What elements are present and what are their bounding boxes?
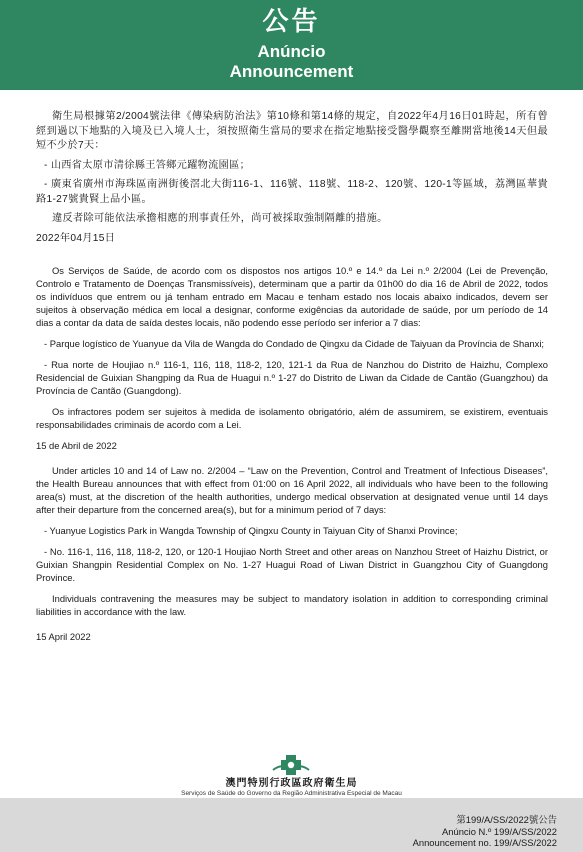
title-pt: Anúncio [257,42,326,61]
title-zh: 公告 [262,6,321,36]
zh-warning-paragraph: 違反者除可能依法承擔相應的刑事責任外，尚可被採取強制隔離的措施。 [52,213,388,224]
en-location-item-2: - No. 116-1, 116, 118, 118-2, 120, or 120-1 Houjiao North Street and other areas on Nanzhou Street of Haizhu District, or Guixian Shangpin Residential Complex on No. 1-27 Huagui Road of Liwan District in Guangzhou City of Guangdong Province. [36,546,548,583]
pt-date: 15 de Abril de 2022 [36,440,117,451]
pt-intro-paragraph: Os Serviços de Saúde, de acordo com os dispostos nos artigos 10.º e 14.º da Lei n.º 2/2004 (Lei de Prevenção, Controlo e Tratamento de Doenças Transmissíveis), determinam que a partir da 01h00 do dia 16 de Abril de 2022, todos os indivíduos que entrem ou já tenham entrado em Macau e tenham estado nos locais abaixo indicados, devem ser sujeitos à observação médica em local a designar, conforme exigências da autoridade de saúde, por um período de 14 dias a contar da data de saída destes locais, não podendo esse período ser inferior a 7 dias: [36,265,548,328]
reference-number-en: Announcement no. 199/A/SS/2022 [412,837,557,848]
en-date: 15 April 2022 [36,631,91,642]
pt-location-item-2: - Rua norte de Houjiao n.º 116-1, 116, 118, 118-2, 120, 121-1 da Rua de Nanzhou do Distrito de Haizhu, Complexo Residencial de Guixian Shangping da Rua de Huagui n.º 1-27 do Distrito de Liwan da Cidade de Cantão (Guangzhou) da Província de Cantão (Guangdong). [36,359,548,396]
announcement-footer [0,752,583,852]
en-location-item-1: - Yuanyue Logistics Park in Wangda Township of Qingxu County in Taiyuan City of Shanxi Province; [44,525,458,536]
reference-number-pt: Anúncio N.º 199/A/SS/2022 [442,826,557,837]
zh-location-item-2: - 廣東省廣州市海珠區南洲街後滘北大街116-1、116號、118號、118-2、120號、120-1等區域，荔灣區華貴路1-27號貴賢上品小區。 [36,179,548,205]
title-en: Announcement [229,62,354,81]
reference-band [0,798,583,852]
reference-number-zh: 第199/A/SS/2022號公告 [456,814,557,825]
zh-date: 2022年04月15日 [36,232,116,244]
pt-location-item-1: - Parque logístico de Yuanyue da Vila de Wangda do Condado de Qingxu da Cidade de Taiyuan da Província de Shanxi; [44,338,545,349]
health-bureau-logo-icon [269,752,313,778]
announcement-body [36,110,548,643]
zh-intro-paragraph: 衛生局根據第2/2004號法律《傳染病防治法》第10條和第14條的規定，自2022年4月16日01時起，所有曾經到過以下地點的入境及已入境人士，須按照衛生當局的要求在指定地點接受醫學觀察至離開當地後14天但最短不少於7天： [36,111,548,151]
zh-location-item-1: - 山西省太原市清徐縣王答鄉元躍物流園區； [44,159,251,171]
en-warning-paragraph: Individuals contravening the measures may be subject to mandatory isolation in addition to corresponding criminal liabilities in accordance with the law. [36,593,548,617]
announcement-header [0,0,583,90]
en-intro-paragraph: Under articles 10 and 14 of Law no. 2/2004 – “Law on the Prevention, Control and Treatment of Infectious Diseases”, the Health Bureau announces that with effect from 01:00 on 16 April 2022, all individuals who have been to the following area(s) must, at the discretion of the health authorities, undergo medical observation at designated venue until 14 days after their departure from the concerned area(s), but for a minimum period of 7 days: [36,465,548,515]
bureau-name-pt: Serviços de Saúde do Governo da Região Administrativa Especial de Macau [181,790,402,797]
bureau-name-zh: 澳門特別行政區政府衛生局 [225,778,358,789]
pt-warning-paragraph: Os infractores podem ser sujeitos à medida de isolamento obrigatório, além de assumirem, se existirem, eventuais responsabilidades criminais de acordo com a Lei. [36,406,548,430]
